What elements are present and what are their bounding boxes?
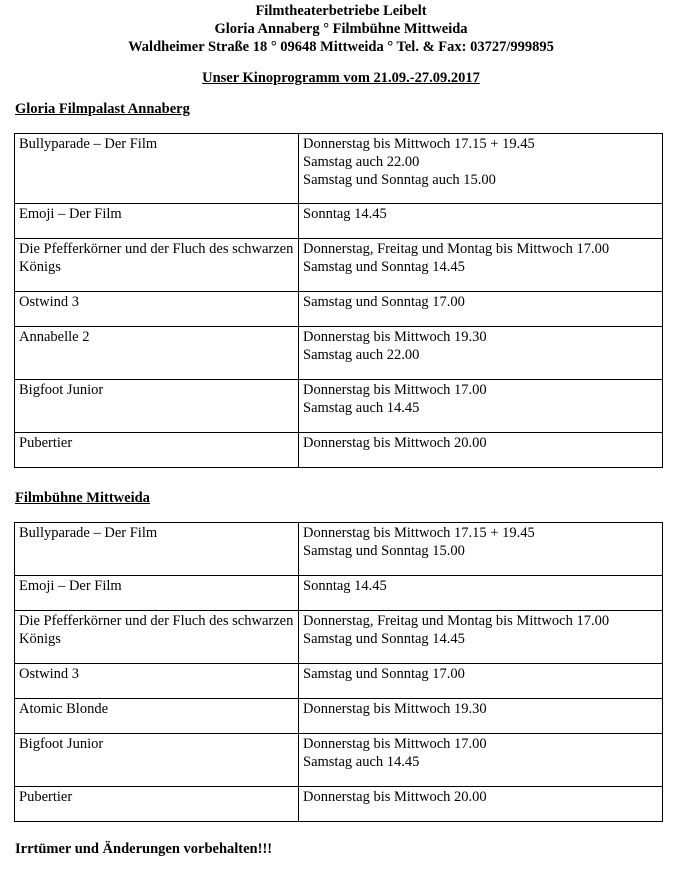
disclaimer: Irrtümer und Änderungen vorbehalten!!! xyxy=(15,841,273,857)
showtime-line: Donnerstag bis Mittwoch 17.00 xyxy=(303,382,487,398)
showtime-line: Donnerstag bis Mittwoch 19.30 xyxy=(303,701,487,717)
table-row xyxy=(15,523,663,576)
showtime-line: Donnerstag bis Mittwoch 17.15 + 19.45 xyxy=(303,136,535,152)
showtime-line: Donnerstag bis Mittwoch 20.00 xyxy=(303,435,487,451)
program-table-body xyxy=(15,134,663,468)
showtimes xyxy=(299,699,663,734)
showtimes xyxy=(299,380,663,433)
showtimes xyxy=(299,327,663,380)
film-title: Atomic Blonde xyxy=(15,699,299,734)
film-title: Ostwind 3 xyxy=(15,664,299,699)
program-table-mittweida xyxy=(14,522,663,822)
film-title: Bullyparade – Der Film xyxy=(15,523,299,576)
showtime-line: Samstag und Sonntag 14.45 xyxy=(303,259,465,275)
film-title: Pubertier xyxy=(15,787,299,822)
showtime-line: Donnerstag bis Mittwoch 17.15 + 19.45 xyxy=(303,525,535,541)
showtime-line: Donnerstag bis Mittwoch 17.00 xyxy=(303,736,487,752)
table-row xyxy=(15,611,663,664)
film-title: Pubertier xyxy=(15,433,299,468)
showtime-line: Donnerstag bis Mittwoch 20.00 xyxy=(303,789,487,805)
table-row xyxy=(15,433,663,468)
showtimes xyxy=(299,664,663,699)
table-row xyxy=(15,576,663,611)
film-title: Bigfoot Junior xyxy=(15,380,299,433)
showtimes xyxy=(299,134,663,204)
program-title: Unser Kinoprogramm vom 21.09.-27.09.2017 xyxy=(202,70,480,86)
showtime-line: Sonntag 14.45 xyxy=(303,206,387,222)
table-row xyxy=(15,292,663,327)
showtimes xyxy=(299,239,663,292)
showtimes xyxy=(299,204,663,239)
film-title: Die Pfefferkörner und der Fluch des schwarzen Königs xyxy=(15,611,299,664)
table-row xyxy=(15,787,663,822)
showtimes xyxy=(299,611,663,664)
showtime-line: Samstag und Sonntag 17.00 xyxy=(303,666,465,682)
table-row xyxy=(15,239,663,292)
cinema-names: Gloria Annaberg ° Filmbühne Mittweida xyxy=(214,21,468,37)
table-row xyxy=(15,380,663,433)
showtimes xyxy=(299,433,663,468)
showtime-line: Samstag und Sonntag auch 15.00 xyxy=(303,172,496,188)
film-title: Bullyparade – Der Film xyxy=(15,134,299,204)
table-row xyxy=(15,327,663,380)
company-address: Waldheimer Straße 18 ° 09648 Mittweida ° Tel. & Fax: 03727/999895 xyxy=(128,39,554,55)
showtimes xyxy=(299,734,663,787)
showtime-line: Samstag und Sonntag 17.00 xyxy=(303,294,465,310)
film-title: Ostwind 3 xyxy=(15,292,299,327)
showtimes xyxy=(299,787,663,822)
program-table-annaberg xyxy=(14,133,663,468)
table-row xyxy=(15,734,663,787)
company-name: Filmtheaterbetriebe Leibelt xyxy=(255,3,427,19)
section-title-annaberg: Gloria Filmpalast Annaberg xyxy=(15,101,190,117)
film-title: Die Pfefferkörner und der Fluch des schwarzen Königs xyxy=(15,239,299,292)
program-table-body xyxy=(15,523,663,822)
showtimes xyxy=(299,523,663,576)
showtime-line: Samstag auch 22.00 xyxy=(303,347,420,363)
showtime-line: Samstag auch 14.45 xyxy=(303,754,420,770)
film-title: Emoji – Der Film xyxy=(15,204,299,239)
showtime-line: Donnerstag bis Mittwoch 19.30 xyxy=(303,329,487,345)
showtime-line: Samstag und Sonntag 14.45 xyxy=(303,631,465,647)
letterhead xyxy=(0,2,682,56)
showtime-line: Donnerstag, Freitag und Montag bis Mittwoch 17.00 xyxy=(303,241,610,257)
table-row xyxy=(15,699,663,734)
showtime-line: Donnerstag, Freitag und Montag bis Mittwoch 17.00 xyxy=(303,613,610,629)
showtimes xyxy=(299,576,663,611)
showtime-line: Sonntag 14.45 xyxy=(303,578,387,594)
showtime-line: Samstag und Sonntag 15.00 xyxy=(303,543,465,559)
film-title: Annabelle 2 xyxy=(15,327,299,380)
showtime-line: Samstag auch 14.45 xyxy=(303,400,420,416)
showtime-line: Samstag auch 22.00 xyxy=(303,154,420,170)
table-row xyxy=(15,664,663,699)
film-title: Bigfoot Junior xyxy=(15,734,299,787)
table-row xyxy=(15,134,663,204)
showtimes xyxy=(299,292,663,327)
table-row xyxy=(15,204,663,239)
film-title: Emoji – Der Film xyxy=(15,576,299,611)
section-title-mittweida: Filmbühne Mittweida xyxy=(15,490,150,506)
